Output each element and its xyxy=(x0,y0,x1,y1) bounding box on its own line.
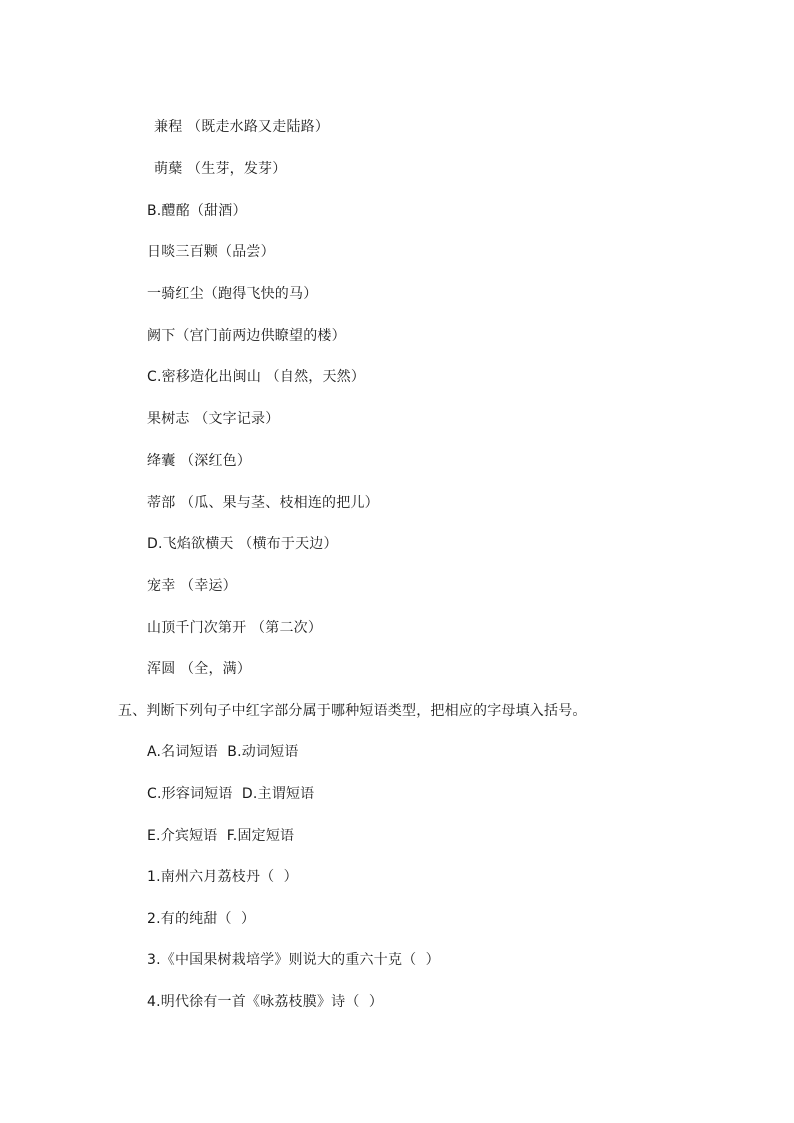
question-4: 4.明代徐有一首《咏荔枝膜》诗（ ） xyxy=(147,994,384,1010)
vocab-item-ridan: 日啖三百颗（品尝） xyxy=(147,244,275,260)
vocab-item-jiangnang: 绛囊 （深红色） xyxy=(147,453,252,469)
vocab-item-hunyuan: 浑圆 （全，满） xyxy=(147,661,252,677)
phrase-type-options-ab: A.名词短语 B.动词短语 xyxy=(147,744,299,760)
vocab-item-yiqi: 一骑红尘（跑得飞快的马） xyxy=(147,286,318,302)
option-d-feiyan: D.飞焰欲横天 （横布于天边） xyxy=(147,536,338,552)
section-five-heading: 五、判断下列句子中红字部分属于哪种短语类型，把相应的字母填入括号。 xyxy=(118,703,587,719)
question-3: 3.《中国果树栽培学》则说大的重六十克（ ） xyxy=(147,952,440,968)
vocab-item-quexia: 阙下（宫门前两边供瞭望的楼） xyxy=(147,328,346,344)
question-1: 1.南州六月荔枝丹（ ） xyxy=(147,869,298,885)
vocab-item-dibu: 蒂部 （瓜、果与茎、枝相连的把儿） xyxy=(147,495,379,511)
phrase-type-options-ef: E.介宾短语 F.固定短语 xyxy=(147,828,295,844)
option-b-liming: B.醴酩（甜酒） xyxy=(147,203,247,219)
option-c-miyi: C.密移造化出闽山 （自然，天然） xyxy=(147,369,366,385)
question-2: 2.有的纯甜（ ） xyxy=(147,911,256,927)
vocab-item-jiancheng: 兼程 （既走水路又走陆路） xyxy=(154,119,330,135)
phrase-type-options-cd: C.形容词短语 D.主谓短语 xyxy=(147,786,315,802)
vocab-item-mengnie: 萌蘖 （生芽，发芽） xyxy=(154,161,287,177)
vocab-item-shanding: 山顶千门次第开 （第二次） xyxy=(147,620,323,636)
vocab-item-guoshuzhi: 果树志 （文字记录） xyxy=(147,411,280,427)
vocab-item-chongxing: 宠幸 （幸运） xyxy=(147,578,237,594)
